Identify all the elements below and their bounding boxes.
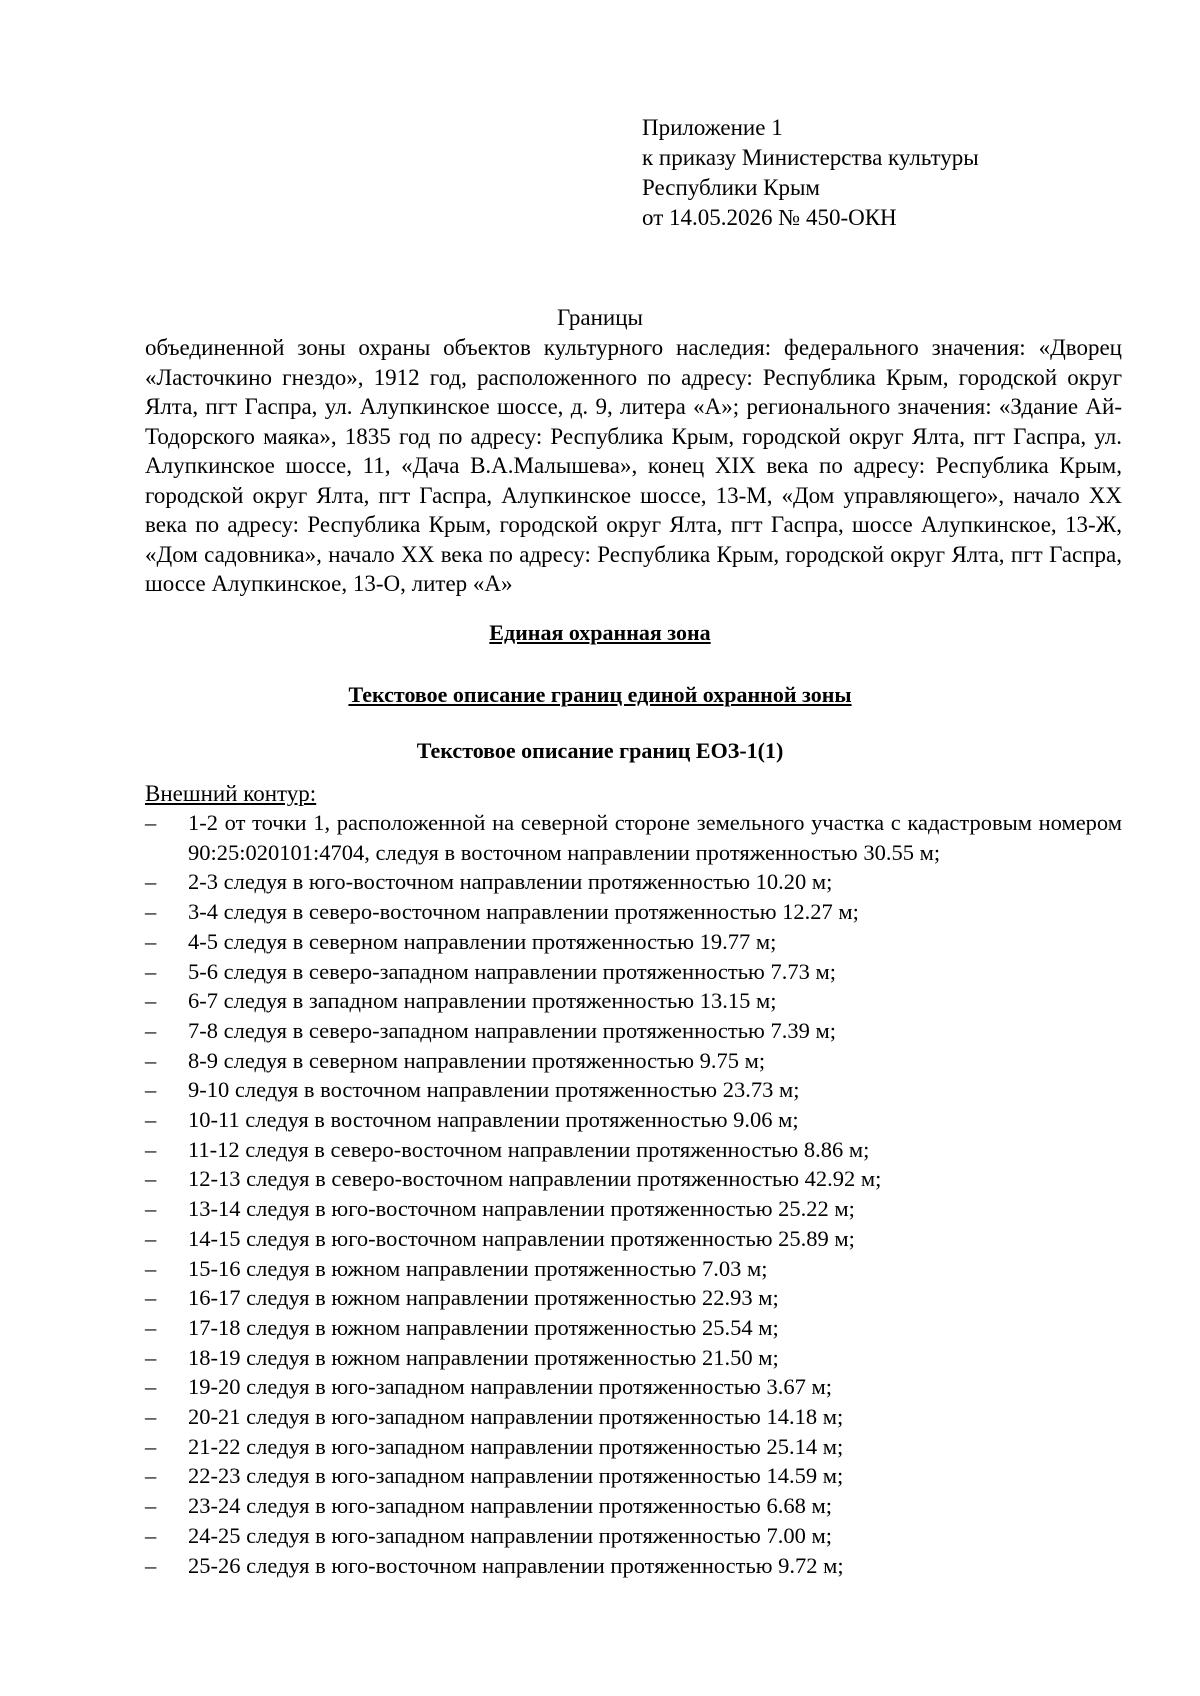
boundary-segment-text: 5-6 следуя в северо-западном направлении протяженностью 7.73 м; xyxy=(188,958,836,984)
boundary-segment-text: 8-9 следуя в северном направлении протяженностью 9.75 м; xyxy=(188,1047,766,1073)
boundary-segment-text: 2-3 следуя в юго-восточном направлении протяженностью 10.20 м; xyxy=(188,869,833,895)
boundary-segment-text: 16-17 следуя в южном направлении протяженностью 22.93 м; xyxy=(188,1285,779,1311)
boundary-segment-item xyxy=(145,986,1122,1016)
appendix-date-number: от 14.05.2026 № 450-ОКН xyxy=(642,205,897,230)
boundary-segment-text: 20-21 следуя в юго-западном направлении протяженностью 14.18 м; xyxy=(188,1404,844,1430)
boundary-segment-item xyxy=(145,1016,1122,1046)
list-dash: – xyxy=(145,1344,157,1370)
list-dash: – xyxy=(145,988,157,1014)
boundary-segment-text: 24-25 следуя в юго-западном направлении протяженностью 7.00 м; xyxy=(188,1522,832,1548)
outer-contour-label: Внешний контур: xyxy=(145,781,317,806)
list-dash: – xyxy=(145,1136,157,1162)
boundary-segment-item xyxy=(145,1075,1122,1105)
list-dash: – xyxy=(145,1196,157,1222)
list-dash: – xyxy=(145,958,157,984)
boundary-segment-item xyxy=(145,1194,1122,1224)
boundary-segment-item xyxy=(145,1551,1122,1581)
boundary-segment-item xyxy=(145,1164,1122,1194)
boundary-segment-text: 10-11 следуя в восточном направлении протяженностью 9.06 м; xyxy=(188,1107,799,1133)
list-dash: – xyxy=(145,810,157,835)
list-dash: – xyxy=(145,928,157,954)
boundary-segment-list xyxy=(145,808,1122,1580)
document-title: Границы xyxy=(557,305,643,330)
list-dash: – xyxy=(145,1314,157,1340)
boundary-segment-text: 4-5 следуя в северном направлении протяженностью 19.77 м; xyxy=(188,928,777,954)
boundary-segment-item xyxy=(145,1283,1122,1313)
boundary-segment-item xyxy=(145,867,1122,897)
list-dash: – xyxy=(145,1463,157,1489)
boundary-segment-item xyxy=(145,1105,1122,1135)
boundary-segment-text: 18-19 следуя в южном направлении протяженностью 21.50 м; xyxy=(188,1344,779,1370)
appendix-block xyxy=(642,113,979,233)
boundary-segment-item xyxy=(145,1402,1122,1432)
boundary-segment-text: 19-20 следуя в юго-западном направлении протяженностью 3.67 м; xyxy=(188,1374,832,1400)
boundary-segment-item xyxy=(145,1224,1122,1254)
boundary-segment-text: 25-26 следуя в юго-восточном направлении протяженностью 9.72 м; xyxy=(188,1552,844,1578)
boundary-segment-item xyxy=(145,1372,1122,1402)
boundary-segment-item xyxy=(145,1521,1122,1551)
boundary-segment-text: 9-10 следуя в восточном направлении протяженностью 23.73 м; xyxy=(188,1077,800,1103)
boundary-segment-text: 14-15 следуя в юго-восточном направлении протяженностью 25.89 м; xyxy=(188,1225,855,1251)
list-dash: – xyxy=(145,1374,157,1400)
boundary-segment-item xyxy=(145,1046,1122,1076)
zone-description: объединенной зоны охраны объектов культурного наследия: федерального значения: «Дворец «Ласточкино гнездо», 1912 год, расположенного по адресу: Республика Крым, городской округ Ялта, пгт Гаспра, ул. Алупкинское шоссе, д. 9, литера «А»; регионального значения: «Здание Ай-Тодорского маяка», 1835 год по адресу: Республика Крым, городской округ Ялта, пгт Гаспра, ул. Алупкинское шоссе, 11, «Дача В.А.Малышева», конец XIX века по адресу: Республика Крым, городской округ Ялта, пгт Гаспра, Алупкинское шоссе, 13-М, «Дом управляющего», начало XX века по адресу: Республика Крым, городской округ Ялта, пгт Гаспра, шоссе Алупкинское, 13-Ж, «Дом садовника», начало XX века по адресу: Республика Крым, городской округ Ялта, пгт Гаспра, шоссе Алупкинское, 13-О, литер «А» xyxy=(145,335,1122,596)
appendix-line: Республики Крым xyxy=(642,175,820,200)
boundary-segment-item xyxy=(145,897,1122,927)
boundary-segment-text: 15-16 следуя в южном направлении протяженностью 7.03 м; xyxy=(188,1255,768,1281)
boundary-segment-item xyxy=(145,1135,1122,1165)
boundary-segment-item xyxy=(145,1254,1122,1284)
list-dash: – xyxy=(145,1404,157,1430)
section-heading-text-description: Текстовое описание границ единой охранной зоны xyxy=(348,682,852,707)
section-heading-zone: Единая охранная зона xyxy=(489,620,711,645)
boundary-segment-text: 3-4 следуя в северо-восточном направлении протяженностью 12.27 м; xyxy=(188,899,859,925)
boundary-segment-text: 13-14 следуя в юго-восточном направлении протяженностью 25.22 м; xyxy=(188,1196,855,1222)
boundary-segment-item xyxy=(145,808,1122,867)
list-dash: – xyxy=(145,1285,157,1311)
boundary-segment-text: 1-2 от точки 1, расположенной на северной стороне земельного участка с кадастровым номером 90:25:020101:4704, следуя в восточном направлении протяженностью 30.55 м; xyxy=(188,810,1122,865)
boundary-segment-text: 17-18 следуя в южном направлении протяженностью 25.54 м; xyxy=(188,1314,779,1340)
boundary-segment-item xyxy=(145,927,1122,957)
boundary-segment-text: 12-13 следуя в северо-восточном направлении протяженностью 42.92 м; xyxy=(188,1166,882,1192)
boundary-segment-item xyxy=(145,957,1122,987)
list-dash: – xyxy=(145,1493,157,1519)
appendix-line: к приказу Министерства культуры xyxy=(642,145,979,170)
list-dash: – xyxy=(145,1077,157,1103)
list-dash: – xyxy=(145,869,157,895)
list-dash: – xyxy=(145,899,157,925)
section-heading-eoz: Текстовое описание границ ЕОЗ-1(1) xyxy=(416,738,784,763)
boundary-segment-text: 21-22 следуя в юго-западном направлении протяженностью 25.14 м; xyxy=(188,1433,844,1459)
list-dash: – xyxy=(145,1433,157,1459)
boundary-segment-item xyxy=(145,1432,1122,1462)
boundary-segment-text: 23-24 следуя в юго-западном направлении протяженностью 6.68 м; xyxy=(188,1493,832,1519)
list-dash: – xyxy=(145,1552,157,1578)
list-dash: – xyxy=(145,1107,157,1133)
list-dash: – xyxy=(145,1166,157,1192)
list-dash: – xyxy=(145,1225,157,1251)
list-dash: – xyxy=(145,1047,157,1073)
boundary-segment-item xyxy=(145,1313,1122,1343)
boundary-segment-item xyxy=(145,1491,1122,1521)
boundary-segment-item xyxy=(145,1461,1122,1491)
appendix-line: Приложение 1 xyxy=(642,115,783,140)
list-dash: – xyxy=(145,1017,157,1043)
boundary-segment-text: 11-12 следуя в северо-восточном направлении протяженностью 8.86 м; xyxy=(188,1136,870,1162)
boundary-segment-text: 6-7 следуя в западном направлении протяженностью 13.15 м; xyxy=(188,988,777,1014)
boundary-segment-item xyxy=(145,1343,1122,1373)
list-dash: – xyxy=(145,1255,157,1281)
boundary-segment-text: 7-8 следуя в северо-западном направлении протяженностью 7.39 м; xyxy=(188,1017,836,1043)
boundary-segment-text: 22-23 следуя в юго-западном направлении протяженностью 14.59 м; xyxy=(188,1463,844,1489)
list-dash: – xyxy=(145,1522,157,1548)
